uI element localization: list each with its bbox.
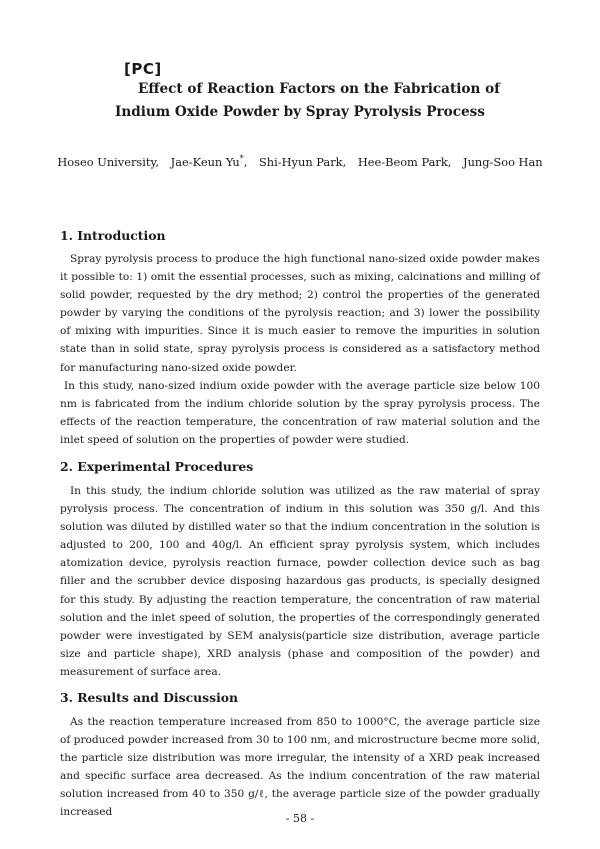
experimental-body: [60, 482, 540, 681]
experimental-heading: 2. Experimental Procedures: [60, 459, 254, 474]
title-line-1: Effect of Reaction Factors on the Fabrication of: [137, 81, 501, 97]
title-line-2: Indium Oxide Powder by Spray Pyrolysis Process: [115, 104, 485, 120]
corresponding-mark: *: [239, 154, 244, 163]
page-number: - 58 -: [285, 812, 315, 825]
introduction-paragraph-1: Spray pyrolysis process to produce the high functional nano-sized oxide powder makes it possible to: 1) omit the essential processes, such as mixing, calcinations and milling of solid powder, requested by the dry method; 2) control the properties of the generated powder by varying the conditions of the pyrolysis reaction; and 3) lower the possibility of mixing with impurities. Since it is much easier to remove the impurities in solution state than in solid state, spray pyrolysis process is considered as a satisfactory method for manufacturing nano-sized oxide powder.: [60, 253, 540, 374]
affiliation: Hoseo University,: [57, 154, 160, 169]
paper-title: [60, 78, 540, 124]
author-3: Hee-Beom Park,: [357, 154, 452, 169]
author-list: [40, 154, 560, 169]
author-4: Jung-Soo Han: [463, 154, 543, 169]
experimental-paragraph-1: In this study, the indium chloride solution was utilized as the raw material of spray pyrolysis process. The concentration of indium in this solution was 350 g/l. And this solution was diluted by distilled water so that the indium concentration in the solution is adjusted to 200, 100 and 40g/l. An efficient spray pyrolysis system, which includes atomization device, pyrolysis reaction furnace, powder collection device such as bag filler and the scrubber device disposing hazardous gas products, is specially designed for this study. By adjusting the reaction temperature, the concentration of raw material solution and the inlet speed of solution, the properties of the correspondingly generated powder were investigated by SEM analysis(particle size distribution, average particle size and particle shape), XRD analysis (phase and composition of the powder) and measurement of surface area.: [60, 485, 540, 678]
section-tag: [PC]: [124, 60, 162, 78]
introduction-paragraph-2: In this study, nano-sized indium oxide powder with the average particle size below 100 nm is fabricated from the indium chloride solution by the spray pyrolysis process. The effects of the reaction temperature, the concentration of raw material solution and the inlet speed of solution on the properties of powder were studied.: [60, 379, 540, 446]
results-heading: 3. Results and Discussion: [60, 690, 239, 705]
author-1-name: Jae-Keun Yu: [170, 154, 240, 169]
introduction-body: [60, 250, 540, 449]
introduction-heading: 1. Introduction: [60, 228, 166, 243]
author-1-separator: ,: [243, 154, 248, 169]
author-2: Shi-Hyun Park,: [258, 154, 347, 169]
results-body: [60, 713, 540, 822]
results-paragraph-1: As the reaction temperature increased from 850 to 1000°C, the average particle size of produced powder increased from 30 to 100 nm, and microstructure becme more solid, the particle size distribution was more irregular, the intensity of a XRD peak increased and specific surface area decreased. As the indium concentration of the raw material solution increased from 40 to 350 g/ℓ, the average particle size of the powder gradually increased: [60, 716, 540, 819]
author-1: [171, 155, 248, 169]
